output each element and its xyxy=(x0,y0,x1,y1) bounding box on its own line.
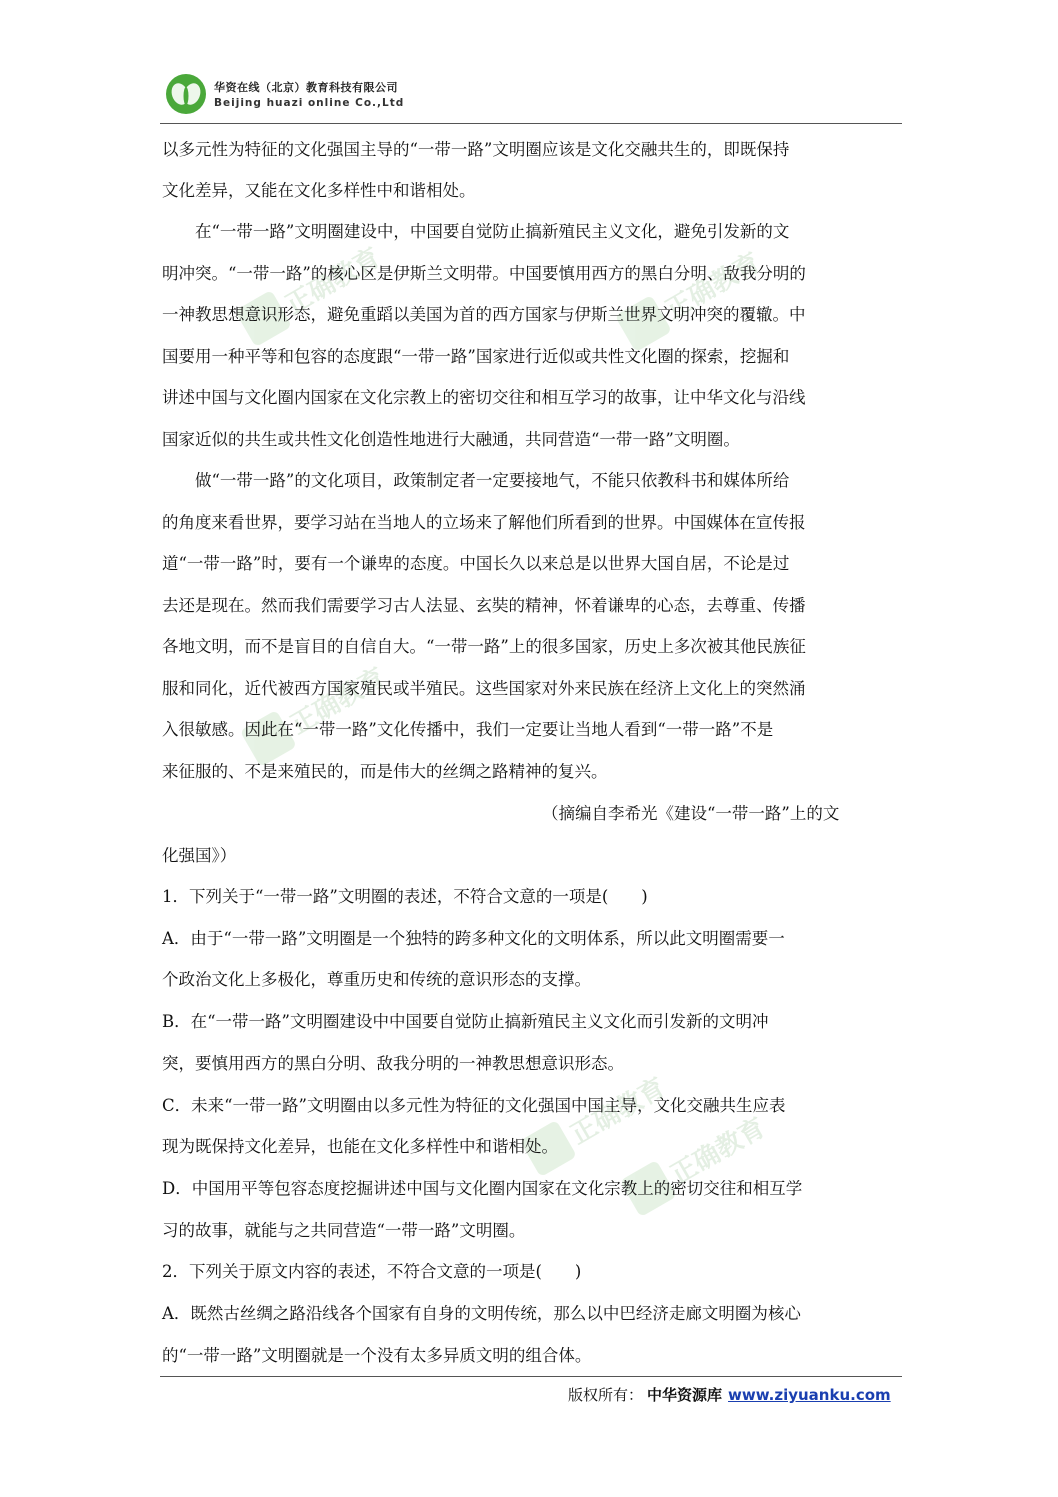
watermark-text: 正确教育 xyxy=(660,247,766,326)
copyright-label: 版权所有： xyxy=(568,1386,644,1404)
page-header xyxy=(160,72,902,124)
footer-site-link[interactable]: www.ziyuanku.com xyxy=(728,1386,891,1404)
body-line: 文化差异，又能在文化多样性中和谐相处。 xyxy=(162,181,476,200)
company-name: 华资在线（北京）教育科技有限公司 xyxy=(214,81,398,94)
watermark-logo xyxy=(520,1065,673,1177)
body-line: 去还是现在。然而我们需要学习古人法显、玄奘的精神，怀着谦卑的心态，去尊重、传播 xyxy=(162,596,806,615)
body-line: 国家近似的共生或共性文化创造性地进行大融通，共同营造“一带一路”文明圈。 xyxy=(162,430,740,449)
footer-site-name: 中华资源库 xyxy=(647,1386,723,1404)
body-line: 讲述中国与文化圈内国家在文化宗教上的密切交往和相互学习的故事，让中华文化与沿线 xyxy=(162,388,806,407)
body-line: 入很敏感。因此在“一带一路”文化传播中，我们一定要让当地人看到“一带一路”不是 xyxy=(162,720,774,739)
q1-option-a: A．由于“一带一路”文明圈是一个独特的跨多种文化的文明体系，所以此文明圈需要一 xyxy=(162,929,785,948)
company-name-english: Beijing huazi online Co.,Ltd xyxy=(214,97,405,109)
body-line: 的角度来看世界，要学习站在当地人的立场来了解他们所看到的世界。中国媒体在宣传报 xyxy=(162,513,806,532)
body-line: 道“一带一路”时，要有一个谦卑的态度。中国长久以来总是以世界大国自居，不论是过 xyxy=(162,554,790,573)
q1-option-d-cont: 习的故事，就能与之共同营造“一带一路”文明圈。 xyxy=(162,1221,526,1240)
footer-divider xyxy=(160,1376,902,1377)
body-line: 在“一带一路”文明圈建设中，中国要自觉防止搞新殖民主义文化，避免引发新的文 xyxy=(162,222,790,241)
body-line: 以多元性为特征的文化强国主导的“一带一路”文明圈应该是文化交融共生的，即既保持 xyxy=(162,140,790,159)
q1-option-c-cont: 现为既保持文化差异，也能在文化多样性中和谐相处。 xyxy=(162,1137,558,1156)
watermark-text: 正确教育 xyxy=(565,1072,671,1151)
source-citation: （摘编自李希光《建设“一带一路”上的文 xyxy=(542,804,840,823)
q1-option-a-cont: 个政治文化上多极化，尊重历史和传统的意识形态的支撑。 xyxy=(162,970,591,989)
body-line: 明冲突。“一带一路”的核心区是伊斯兰文明带。中国要慎用西方的黑白分明、敌我分明的 xyxy=(162,264,806,283)
watermark-text: 正确教育 xyxy=(285,662,391,741)
watermark-logo xyxy=(235,235,388,347)
watermark-text: 正确教育 xyxy=(280,242,386,321)
q1-option-d: D．中国用平等包容态度挖掘讲述中国与文化圈内国家在文化宗教上的密切交往和相互学 xyxy=(162,1179,803,1198)
body-line: 一神教思想意识形态，避免重蹈以美国为首的西方国家与伊斯兰世界文明冲突的覆辙。中 xyxy=(162,305,806,324)
watermark-logo xyxy=(240,655,393,767)
body-line: 各地文明，而不是盲目的自信自大。“一带一路”上的很多国家，历史上多次被其他民族征 xyxy=(162,637,806,656)
q1-option-b: B．在“一带一路”文明圈建设中中国要自觉防止搞新殖民主义文化而引发新的文明冲 xyxy=(162,1012,769,1031)
q1-option-c: C．未来“一带一路”文明圈由以多元性为特征的文化强国中国主导，文化交融共生应表 xyxy=(162,1096,786,1115)
q2-option-a-cont: 的“一带一路”文明圈就是一个没有太多异质文明的组合体。 xyxy=(162,1346,592,1365)
watermark-logo xyxy=(620,1105,773,1217)
body-line: 服和同化，近代被西方国家殖民或半殖民。这些国家对外来民族在经济上文化上的突然涌 xyxy=(162,679,806,698)
question-1: 1．下列关于“一带一路”文明圈的表述，不符合文意的一项是( ) xyxy=(162,887,648,906)
question-2: 2．下列关于原文内容的表述，不符合文意的一项是( ) xyxy=(162,1262,582,1281)
body-line: 国要用一种平等和包容的态度跟“一带一路”国家进行近似或共性文化圈的探索，挖掘和 xyxy=(162,347,790,366)
page-footer xyxy=(568,1384,891,1405)
watermark-text: 正确教育 xyxy=(665,1112,771,1191)
body-line: 来征服的、不是来殖民的，而是伟大的丝绸之路精神的复兴。 xyxy=(162,762,608,781)
header-divider xyxy=(160,123,902,124)
body-line: 做“一带一路”的文化项目，政策制定者一定要接地气，不能只依教科书和媒体所给 xyxy=(162,471,790,490)
q1-option-b-cont: 突，要慎用西方的黑白分明、敌我分明的一神教思想意识形态。 xyxy=(162,1054,624,1073)
source-citation-cont: 化强国》） xyxy=(162,846,237,865)
company-logo-icon xyxy=(166,74,206,114)
q2-option-a: A．既然古丝绸之路沿线各个国家有自身的文明传统，那么以中巴经济走廊文明圈为核心 xyxy=(162,1304,801,1323)
watermark-logo xyxy=(615,240,768,352)
